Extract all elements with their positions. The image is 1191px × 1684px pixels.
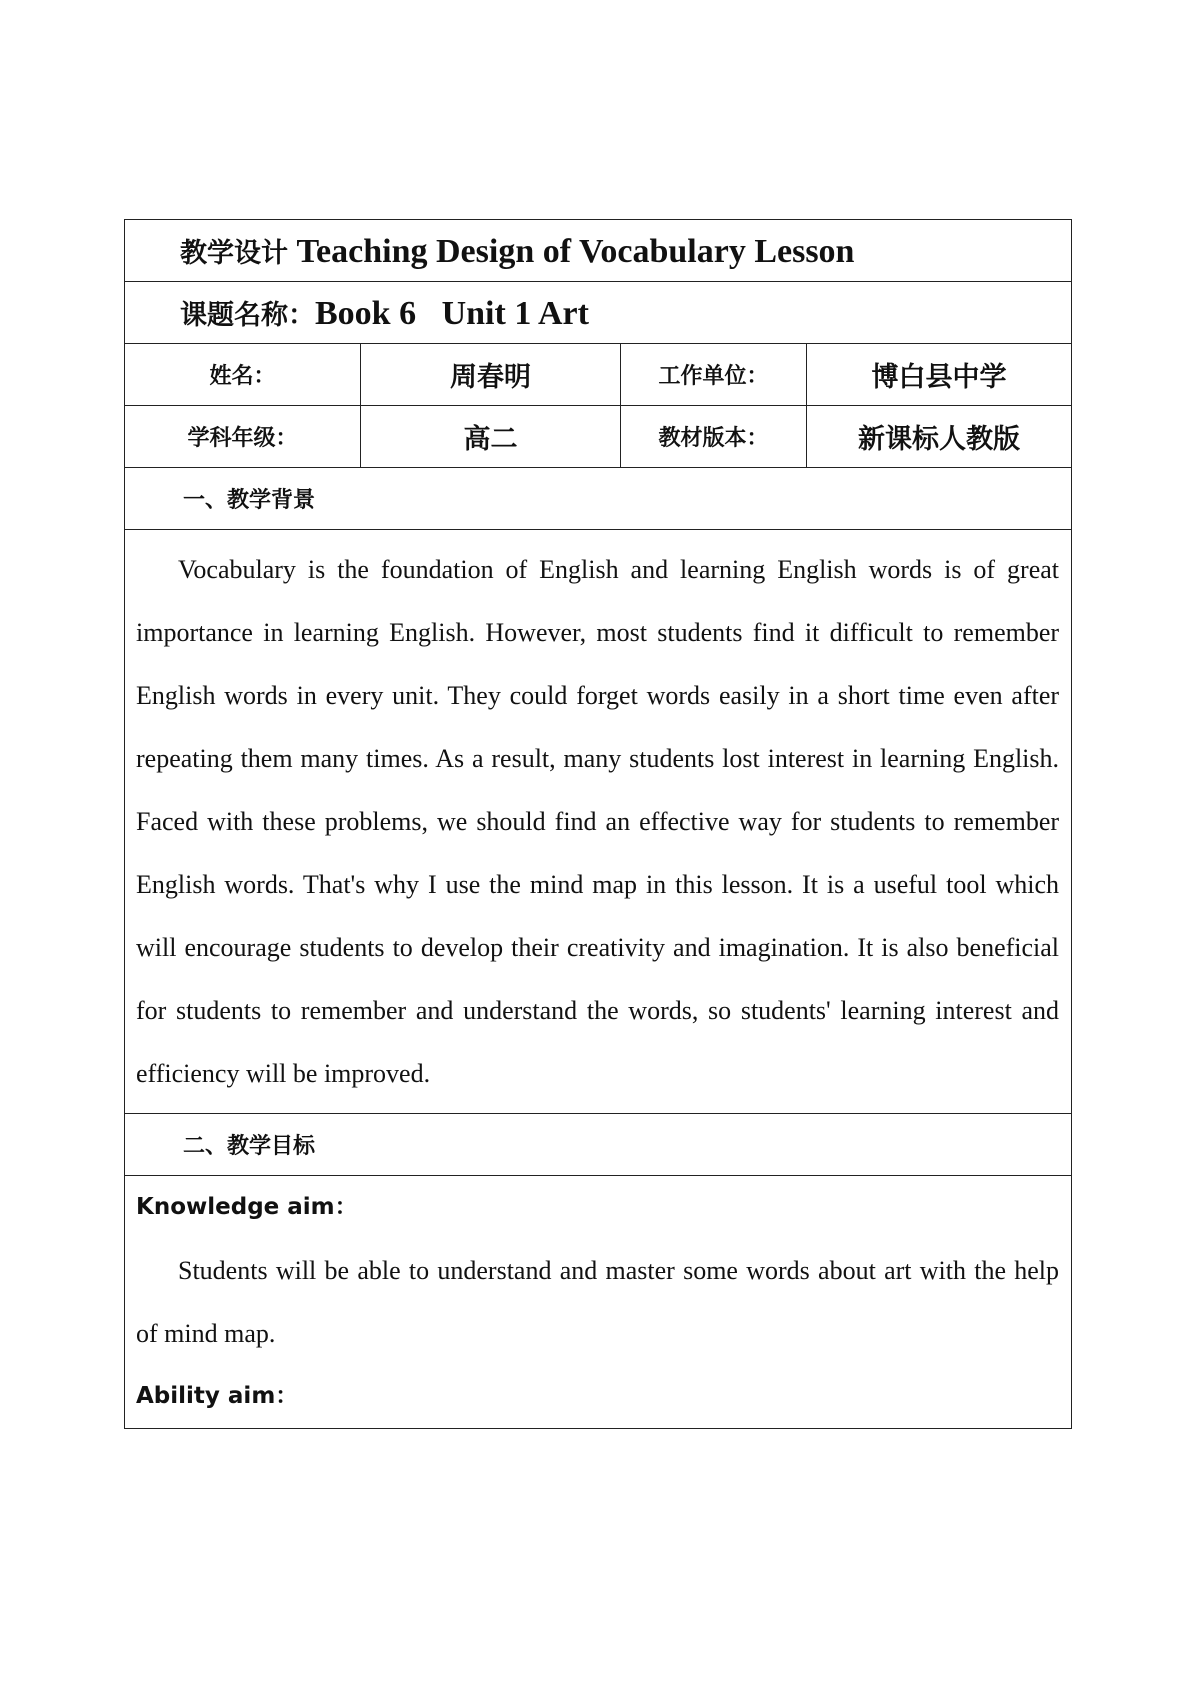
topic-row — [125, 282, 1072, 344]
section1-heading-row — [125, 468, 1072, 530]
workplace-label: 工作单位： — [621, 344, 807, 406]
section1-body-row — [125, 530, 1072, 1114]
section2-heading-row — [125, 1114, 1072, 1176]
title-cn: 教学设计 — [180, 237, 288, 269]
knowledge-aim-text: Students will be able to understand and master some words about art with the help of mind map. — [136, 1256, 1060, 1348]
section1-body — [125, 530, 1072, 1114]
section2-body — [125, 1176, 1072, 1429]
lesson-design-table — [124, 219, 1072, 1429]
section2-body-row — [125, 1176, 1072, 1429]
ability-aim-label: Ability aim： — [136, 1383, 299, 1409]
subject-grade-value: 高二 — [361, 406, 621, 468]
topic-value: Book 6 Unit 1 Art — [315, 294, 589, 332]
textbook-label: 教材版本： — [621, 406, 807, 468]
topic-cell — [125, 282, 1072, 344]
section1-heading: 一、教学背景 — [125, 468, 1072, 530]
topic-label: 课题名称： — [180, 299, 315, 331]
info-row-1 — [125, 344, 1072, 406]
title-row — [125, 220, 1072, 282]
document-title — [125, 220, 1072, 282]
name-value: 周春明 — [361, 344, 621, 406]
textbook-value: 新课标人教版 — [807, 406, 1072, 468]
title-en: Teaching Design of Vocabulary Lesson — [296, 232, 855, 270]
info-row-2 — [125, 406, 1072, 468]
workplace-value: 博白县中学 — [807, 344, 1072, 406]
subject-grade-label: 学科年级： — [125, 406, 361, 468]
name-label: 姓名： — [125, 344, 361, 406]
knowledge-aim-label: Knowledge aim： — [136, 1194, 358, 1220]
section2-heading: 二、教学目标 — [125, 1114, 1072, 1176]
background-paragraph: Vocabulary is the foundation of English and learning English words is of great importance in learning English. However, most students find it difficult to remember English words in every unit. They could forget words easily in a short time even after repeating them many times. As a result, many students lost interest in learning English. Faced with these problems, we should find an effective way for students to remember English words. That's why I use the mind map in this lesson. It is a useful tool which will encourage students to develop their creativity and imagination. It is also beneficial for students to remember and understand the words, so students' learning interest and efficiency will be improved. — [136, 555, 1060, 1088]
